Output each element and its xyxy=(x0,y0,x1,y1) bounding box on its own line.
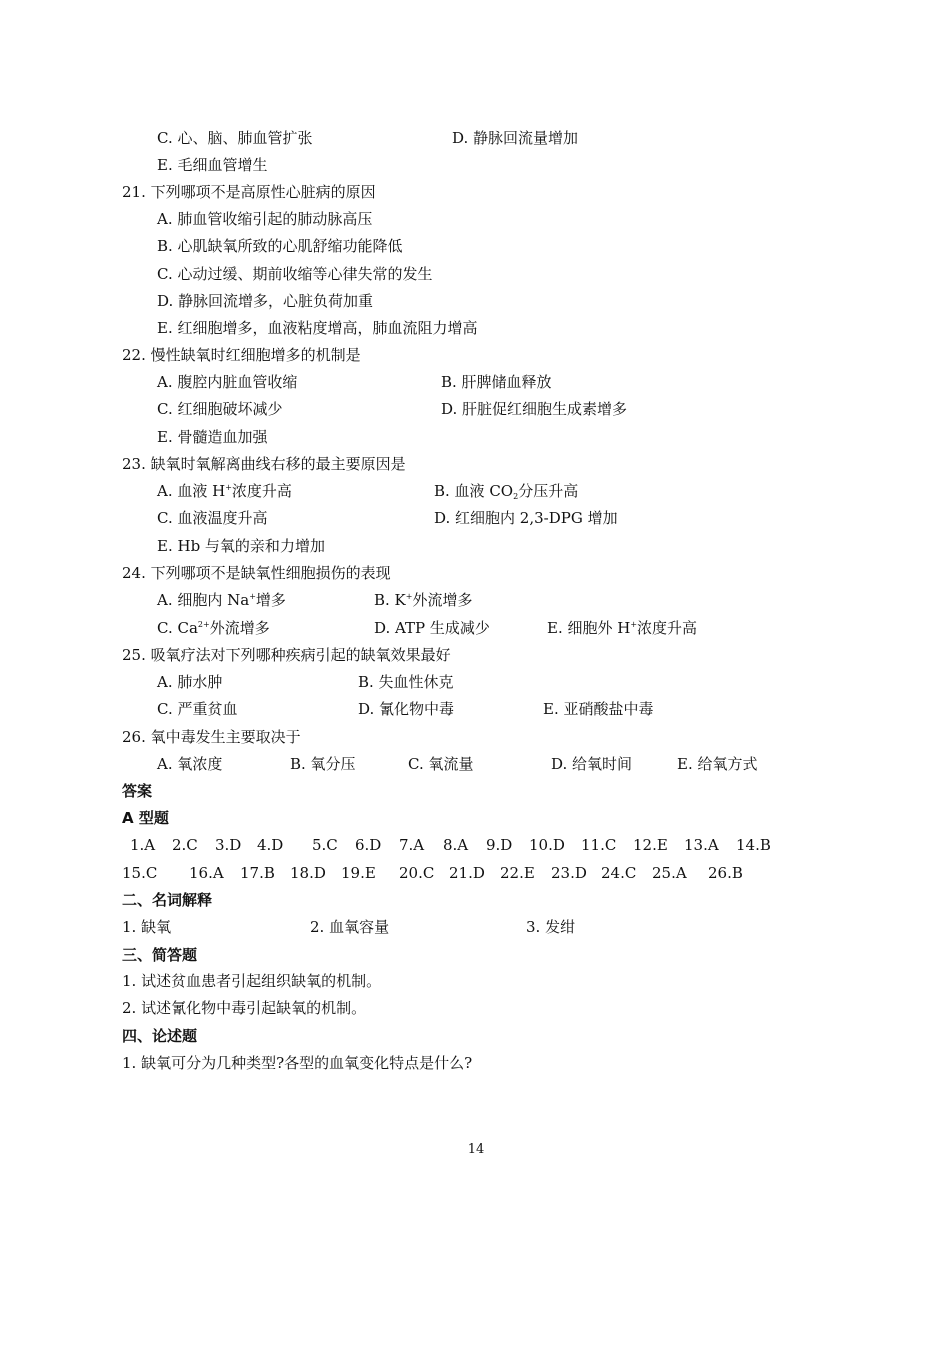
answer-item: 12.E xyxy=(633,836,668,854)
q22-option-b: B. 肝脾储血释放 xyxy=(441,373,552,391)
q26-option-b: B. 氧分压 xyxy=(290,755,356,773)
answer-item: 8.A xyxy=(443,836,469,854)
q22-option-d: D. 肝脏促红细胞生成素增多 xyxy=(441,400,628,418)
answer-item: 26.B xyxy=(708,864,743,882)
answer-item: 21.D xyxy=(449,864,485,882)
answer-item: 2.C xyxy=(172,836,198,854)
q22-option-a: A. 腹腔内脏血管收缩 xyxy=(157,373,298,391)
q21-option-a: A. 肺血管收缩引起的肺动脉高压 xyxy=(157,210,373,228)
q21-option-b: B. 心肌缺氧所致的心肌舒缩功能降低 xyxy=(157,237,403,255)
answer-item: 4.D xyxy=(257,836,284,854)
q25-option-b: B. 失血性休克 xyxy=(358,673,454,691)
q20-option-d: D. 静脉回流量增加 xyxy=(452,129,579,147)
term-3: 3. 发绀 xyxy=(526,918,576,936)
q26-option-d: D. 给氧时间 xyxy=(551,755,633,773)
answer-item: 18.D xyxy=(290,864,326,882)
section-2-heading: 二、名词解释 xyxy=(122,891,213,909)
page-number: 14 xyxy=(467,1142,485,1157)
q26-option-e: E. 给氧方式 xyxy=(677,755,758,773)
short-answer-2: 2. 试述氰化物中毒引起缺氧的机制。 xyxy=(122,999,367,1017)
q23-option-c: C. 血液温度升高 xyxy=(157,509,268,527)
short-answer-1: 1. 试述贫血患者引起组织缺氧的机制。 xyxy=(122,972,382,990)
type-a-heading: A 型题 xyxy=(122,809,169,827)
answer-item: 1.A xyxy=(130,836,156,854)
answer-item: 22.E xyxy=(500,864,535,882)
q23-option-d: D. 红细胞内 2,3-DPG 增加 xyxy=(434,509,618,527)
answer-item: 24.C xyxy=(601,864,637,882)
q23-option-a: A. 血液 H+浓度升高 xyxy=(157,482,292,500)
q25-option-d: D. 氰化物中毒 xyxy=(358,700,455,718)
term-1: 1. 缺氧 xyxy=(122,918,172,936)
q21-option-c: C. 心动过缓、期前收缩等心律失常的发生 xyxy=(157,265,433,283)
q24-option-c: C. $Ca^{2+}$外流增多 xyxy=(157,619,270,637)
answer-item: 5.C xyxy=(312,836,338,854)
q21-option-e: E. 红细胞增多，血液粘度增高，肺血流阻力增高 xyxy=(157,319,478,337)
answer-item: 11.C xyxy=(581,836,617,854)
answer-item: 19.E xyxy=(341,864,376,882)
q20-option-e: E. 毛细血管增生 xyxy=(157,156,268,174)
answer-item: 15.C xyxy=(122,864,158,882)
q23-option-b: B. 血液 $CO_2$分压升高 xyxy=(434,482,579,501)
q26-option-a: A. 氧浓度 xyxy=(157,755,223,773)
q24-stem: 24. 下列哪项不是缺氧性细胞损伤的表现 xyxy=(122,564,391,582)
q22-stem: 22. 慢性缺氧时红细胞增多的机制是 xyxy=(122,346,361,364)
q25-stem: 25. 吸氧疗法对下列哪种疾病引起的缺氧效果最好 xyxy=(122,646,451,664)
answers-heading: 答案 xyxy=(122,782,153,800)
q24-option-b: B. K+外流增多 xyxy=(374,591,473,609)
q24-option-e: E. 细胞外 H+浓度升高 xyxy=(547,619,698,637)
section-4-heading: 四、论述题 xyxy=(122,1027,198,1045)
essay-question-1: 1. 缺氧可分为几种类型?各型的血氧变化特点是什么? xyxy=(122,1054,473,1072)
answer-item: 6.D xyxy=(355,836,382,854)
q22-option-c: C. 红细胞破坏减少 xyxy=(157,400,283,418)
q26-stem: 26. 氧中毒发生主要取决于 xyxy=(122,728,301,746)
answer-item: 14.B xyxy=(736,836,771,854)
answer-item: 16.A xyxy=(189,864,224,882)
q21-option-d: D. 静脉回流增多，心脏负荷加重 xyxy=(157,292,374,310)
q23-stem: 23. 缺氧时氧解离曲线右移的最主要原因是 xyxy=(122,455,406,473)
answer-item: 10.D xyxy=(529,836,565,854)
answer-item: 17.B xyxy=(240,864,275,882)
answer-item: 25.A xyxy=(652,864,687,882)
q25-option-a: A. 肺水肿 xyxy=(157,673,223,691)
answer-item: 9.D xyxy=(486,836,513,854)
q24-option-a: A. 细胞内 Na+增多 xyxy=(157,591,286,609)
q23-option-e: E. Hb 与氧的亲和力增加 xyxy=(157,537,325,555)
q21-stem: 21. 下列哪项不是高原性心脏病的原因 xyxy=(122,183,376,201)
q22-option-e: E. 骨髓造血加强 xyxy=(157,428,268,446)
answer-item: 3.D xyxy=(215,836,242,854)
answer-item: 13.A xyxy=(684,836,719,854)
term-2: 2. 血氧容量 xyxy=(310,918,390,936)
q26-option-c: C. 氧流量 xyxy=(408,755,474,773)
answer-item: 20.C xyxy=(399,864,435,882)
section-3-heading: 三、简答题 xyxy=(122,946,198,964)
q24-option-d: D. ATP 生成减少 xyxy=(374,619,490,637)
q25-option-e: E. 亚硝酸盐中毒 xyxy=(543,700,654,718)
q25-option-c: C. 严重贫血 xyxy=(157,700,238,718)
answer-item: 7.A xyxy=(399,836,425,854)
answer-item: 23.D xyxy=(551,864,587,882)
q20-option-c: C. 心、脑、肺血管扩张 xyxy=(157,129,313,147)
